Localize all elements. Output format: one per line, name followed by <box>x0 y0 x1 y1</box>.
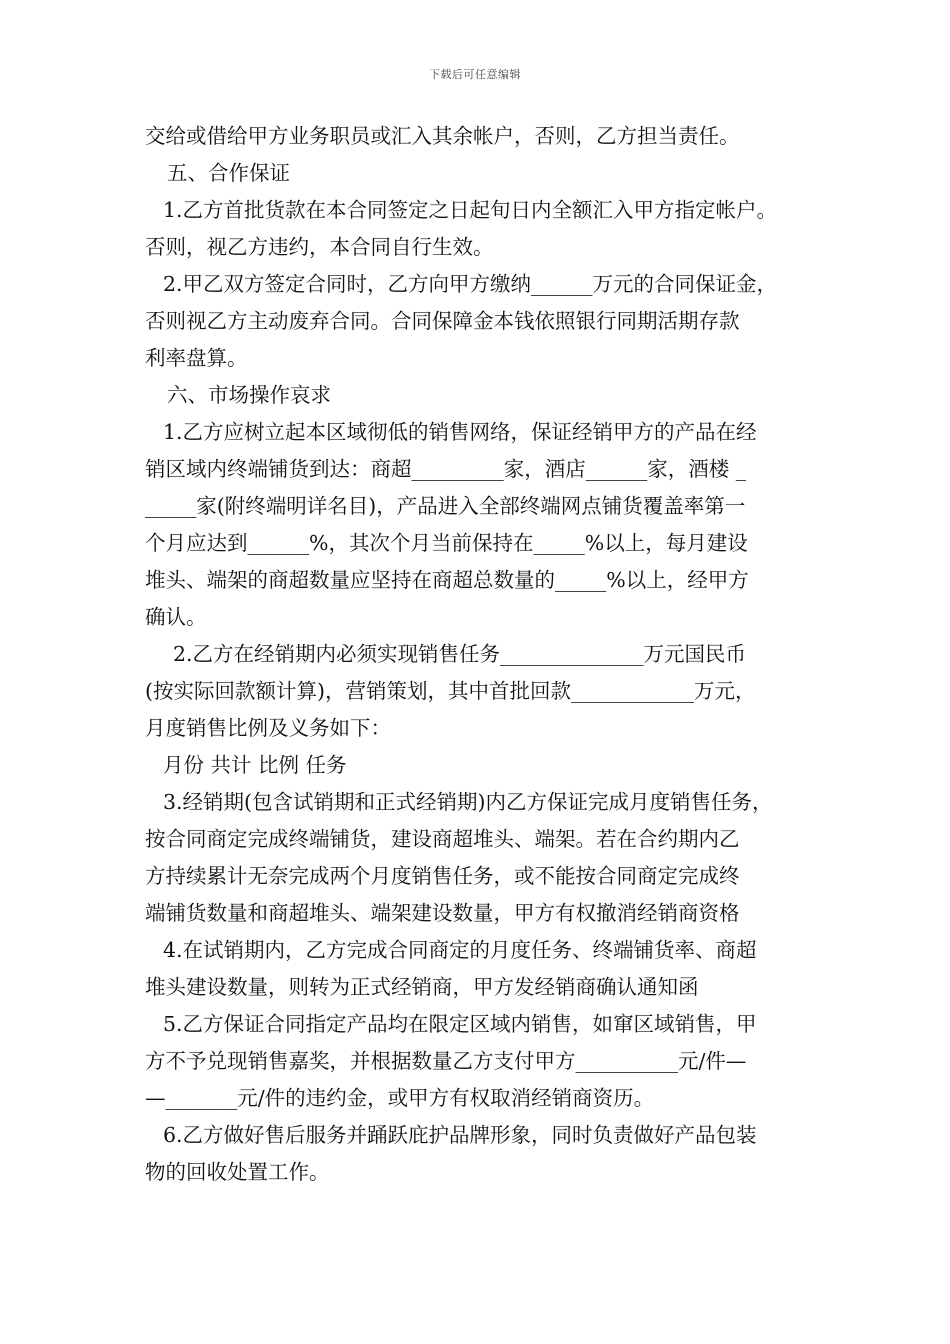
document-line: 销区域内终端铺货到达：商超_________家，酒店______家，酒楼 _ <box>145 457 747 481</box>
document-line: 交给或借给甲方业务职员或汇入其余帐户，否则，乙方担当责任。 <box>145 124 740 148</box>
document-line: 端铺货数量和商超堆头、端架建设数量，甲方有权撤消经销商资格 <box>145 901 740 925</box>
document-line: 2.乙方在经销期内必须实现销售任务______________万元国民币 <box>173 642 747 666</box>
document-line: 月度销售比例及义务如下： <box>145 716 391 740</box>
document-line: 月份 共计 比例 任务 <box>163 753 347 777</box>
page-header-note: 下载后可任意编辑 <box>429 68 521 81</box>
document-line: 五、合作保证 <box>167 161 290 185</box>
document-line: 方不予兑现销售嘉奖，并根据数量乙方支付甲方__________元/件— <box>145 1049 747 1073</box>
document-line: 1.乙方首批货款在本合同签定之日起旬日内全额汇入甲方指定帐户。 <box>163 198 778 222</box>
document-line: 个月应达到______%，其次个月当前保持在_____%以上，每月建设 <box>145 531 748 555</box>
document-line: 利率盘算。 <box>145 346 248 370</box>
document-line: (按实际回款额计算)，营销策划，其中首批回款____________万元， <box>145 679 756 703</box>
document-line: _____家(附终端明详名目)，产品进入全部终端网点铺货覆盖率第一 <box>145 494 746 518</box>
document-line: 4.在试销期内，乙方完成合同商定的月度任务、终端铺货率、商超 <box>163 938 757 962</box>
document-line: 确认。 <box>145 605 207 629</box>
document-line: 6.乙方做好售后服务并踊跃庇护品牌形象，同时负责做好产品包装 <box>163 1123 757 1147</box>
document-line: 堆头、端架的商超数量应坚持在商超总数量的_____%以上，经甲方 <box>145 568 749 592</box>
document-line: 3.经销期(包含试销期和正式经销期)内乙方保证完成月度销售任务， <box>163 790 773 814</box>
document-line: 否则，视乙方违约，本合同自行生效。 <box>145 235 494 259</box>
document-line: 按合同商定完成终端铺货，建设商超堆头、端架。若在合约期内乙 <box>145 827 740 851</box>
document-line: 2.甲乙双方签定合同时，乙方向甲方缴纳______万元的合同保证金， <box>163 272 778 296</box>
document-body <box>145 118 825 1191</box>
document-line: 堆头建设数量，则转为正式经销商，甲方发经销商确认通知函 <box>145 975 699 999</box>
document-line: 方持续累计无奈完成两个月度销售任务，或不能按合同商定完成终 <box>145 864 740 888</box>
document-line: 六、市场操作哀求 <box>167 383 331 407</box>
document-line: 1.乙方应树立起本区域彻低的销售网络，保证经销甲方的产品在经 <box>163 420 757 444</box>
document-line: —_______元/件的违约金，或甲方有权取消经销商资历。 <box>145 1086 655 1110</box>
document-line: 5.乙方保证合同指定产品均在限定区域内销售，如窜区域销售，甲 <box>163 1012 757 1036</box>
document-line: 否则视乙方主动废弃合同。合同保障金本钱依照银行同期活期存款 <box>145 309 740 333</box>
document-line: 物的回收处置工作。 <box>145 1160 330 1184</box>
